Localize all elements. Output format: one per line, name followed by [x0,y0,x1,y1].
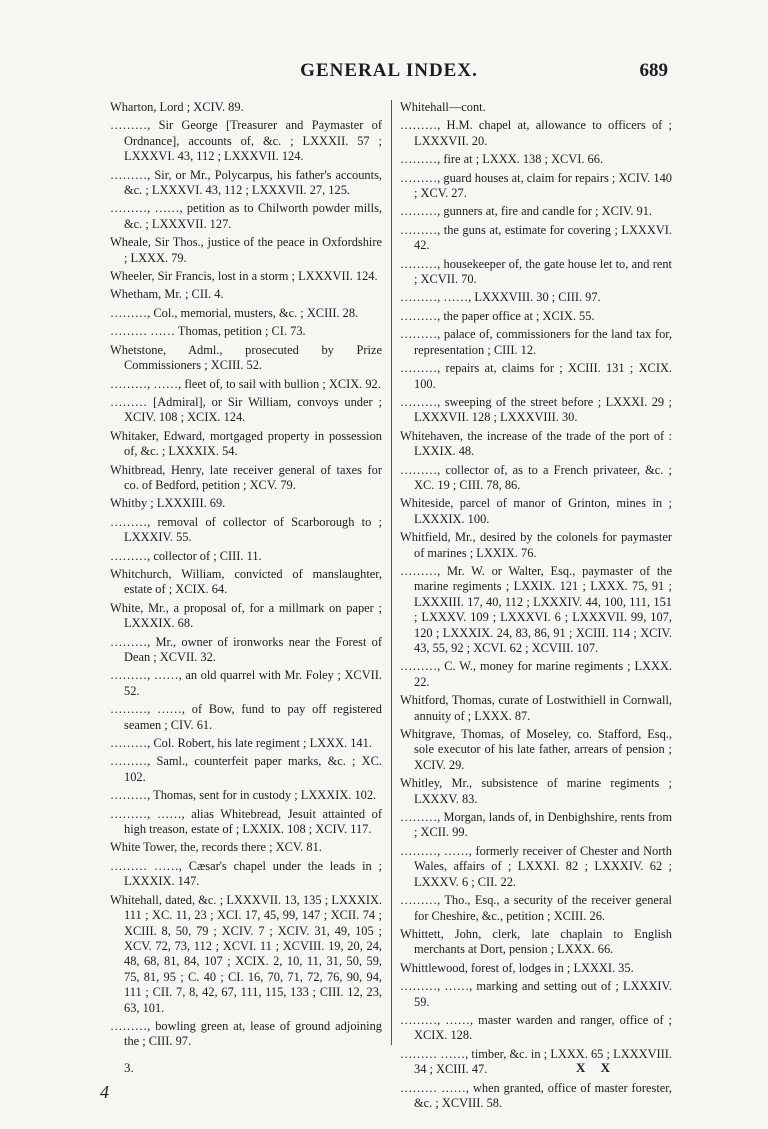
index-entry: ………, ……, master warden and ranger, office of ; XCIX. 128. [400,1012,672,1043]
index-entry: ………, ……, fleet of, to sail with bullion ; XCIX. 92. [110,376,381,391]
index-entry: ………, Col., memorial, musters, &c. ; XCIII. 28. [110,305,359,320]
index-entry: Wharton, Lord ; XCIV. 89. [110,100,244,114]
index-entry: ………, ……, LXXXVIII. 30 ; CIII. 97. [400,290,601,305]
index-entry: ………, gunners at, fire and candle for ; XCIV. 91. [400,204,652,219]
index-entry: ………, fire at ; LXXX. 138 ; XCVI. 66. [400,152,604,167]
index-entry: ………, C. W., money for marine regiments ; LXXX. 22. [400,659,672,689]
right-column [400,100,672,1114]
index-entry: ………, Sir George [Treasurer and Paymaster of Ordnance], accounts of, &c. ; LXXXII. 57 ; LXXXVI. 43, 112 ; LXXXVII. 124. [110,118,382,164]
index-entry: Whitfield, Mr., desired by the colonels for paymaster of marines ; LXXIX. 76. [400,530,672,560]
index-entry: ………, the guns at, estimate for covering ; LXXXVI. 42. [400,222,672,253]
index-entry: ………, Sir, or Mr., Polycarpus, his father's accounts, &c. ; LXXXVI. 43, 112 ; LXXXVII. 27, 125. [110,167,382,198]
index-entry: White, Mr., a proposal of, for a millmark on paper ; LXXXIX. 68. [110,600,382,631]
index-entry: ………, removal of collector of Scarborough to ; LXXXIV. 55. [110,514,382,545]
page-header [110,60,668,86]
index-entry: ………, Col. Robert, his late regiment ; LXXX. 141. [110,736,372,751]
index-entry: ……… …… Thomas, petition ; CI. 73. [110,324,306,339]
page-number: 689 [639,60,668,81]
signature-mark: 3. [124,1060,134,1075]
index-entry: Whitchurch, William, convicted of manslaughter, estate of ; XCIX. 64. [110,566,382,597]
index-columns [110,100,672,1110]
index-entry: Whitehall—cont. [400,100,486,114]
index-entry: ………, collector of ; CIII. 11. [110,548,262,563]
handwritten-mark: 4 [100,1082,109,1102]
catchword: X X [576,1060,617,1075]
index-entry: Whetham, Mr. ; CII. 4. [110,287,224,302]
index-entry: ………, Morgan, lands of, in Denbighshire, rents from ; XCII. 99. [400,810,672,840]
index-entry: Whetstone, Adml., prosecuted by Prize Commissioners ; XCIII. 52. [110,342,382,373]
index-entry: Whitehaven, the increase of the trade of the port of : LXXIX. 48. [400,428,672,459]
index-entry: ……… ……, when granted, office of master forester, &c. ; XCVIII. 58. [400,1080,672,1110]
index-entry: ……… ……, Cæsar's chapel under the leads in ; LXXXIX. 147. [110,858,382,889]
index-entry: ………, collector of, as to a French privateer, &c. ; XC. 19 ; CIII. 78, 86. [400,462,672,492]
index-entry: ………, H.M. chapel at, allowance to officers of ; LXXXVII. 20. [400,118,672,148]
index-entry: ………, bowling green at, lease of ground adjoining the ; CIII. 97. [110,1018,382,1049]
index-entry: Wheale, Sir Thos., justice of the peace in Oxfordshire ; LXXX. 79. [110,235,382,265]
index-entry: ………, housekeeper of, the gate house let to, and rent ; XCVII. 70. [400,256,672,287]
index-entry: ………, Thomas, sent for in custody ; LXXXIX. 102. [110,788,377,803]
index-entry: Whitley, Mr., subsistence of marine regiments ; LXXXV. 83. [400,776,672,806]
index-entry: Whitby ; LXXXIII. 69. [110,496,226,511]
index-entry: ………, repairs at, claims for ; XCIII. 131 ; XCIX. 100. [400,361,672,391]
index-entry: ……… [Admiral], or Sir William, convoys under ; XCIV. 108 ; XCIX. 124. [110,394,382,425]
index-entry: Whitgrave, Thomas, of Moseley, co. Stafford, Esq., sole executor of his late father, arrears of pension ; XCIV. 29. [400,727,672,772]
index-entry: Whitford, Thomas, curate of Lostwithiell in Cornwall, annuity of ; LXXX. 87. [400,693,672,723]
index-entry: Whitaker, Edward, mortgaged property in possession of, &c. ; LXXXIX. 54. [110,428,382,459]
index-entry: ………, Mr. W. or Walter, Esq., paymaster of the marine regiments ; LXXIX. 121 ; LXXX. 75, 91 ; LXXXIII. 17, 40, 112 ; LXXXIV. 44, 100, 111, 151 ; LXXXV. 109 ; LXXXVI. 6 ; LXXXVII. 99, 107, 120 ; LXXXIX. 24, 83, 86, 91 ; XCIII. 114 ; XCIV. 43, 55, 92 ; XCVI. 62 ; XCVIII. 107. [400,563,672,655]
index-entry: ………, the paper office at ; XCIX. 55. [400,308,595,323]
index-entry: ……… ……, timber, &c. in ; LXXX. 65 ; LXXXVIII. 34 ; XCIII. 47. [400,1046,672,1077]
index-entry: Wheeler, Sir Francis, lost in a storm ; LXXXVII. 124. [110,269,378,284]
index-entry: ………, guard houses at, claim for repairs ; XCIV. 140 ; XCV. 27. [400,170,672,201]
index-entry: ………, ……, marking and setting out of ; LXXXIV. 59. [400,979,672,1009]
index-entry: ………, palace of, commissioners for the land tax for, representation ; CIII. 12. [400,327,672,357]
index-entry: ………, ……, an old quarrel with Mr. Foley ; XCVII. 52. [110,668,382,698]
index-entry: ………, ……, formerly receiver of Chester and North Wales, affairs of ; LXXXI. 82 ; LXXXIV. 62 ; LXXXV. 6 ; CII. 22. [400,843,672,889]
page-title: GENERAL INDEX. [300,60,478,81]
left-column [110,100,382,1053]
index-entry: Whittett, John, clerk, late chaplain to English merchants at Dort, pension ; LXXX. 66. [400,926,672,957]
index-entry: ………, ……, petition as to Chilworth powder mills, &c. ; LXXXVII. 127. [110,201,382,231]
index-entry: ………, Mr., owner of ironworks near the Forest of Dean ; XCVII. 32. [110,634,382,664]
index-entry: Whittlewood, forest of, lodges in ; LXXXI. 35. [400,960,634,975]
index-entry: White Tower, the, records there ; XCV. 81. [110,840,322,855]
index-entry: ………, sweeping of the street before ; LXXXI. 29 ; LXXXVII. 128 ; LXXXVIII. 30. [400,394,672,425]
index-entry: Whiteside, parcel of manor of Grinton, mines in ; LXXXIX. 100. [400,496,672,526]
index-entry: ………, Tho., Esq., a security of the receiver general for Cheshire, &c., petition ; XCIII. 26. [400,893,672,923]
index-entry: ………, Saml., counterfeit paper marks, &c. ; XC. 102. [110,754,382,784]
index-entry: ………, ……, alias Whitebread, Jesuit attainted of high treason, estate of ; LXXIX. 108 ; XCIV. 117. [110,806,382,837]
column-divider [391,100,392,1045]
index-entry: Whitehall, dated, &c. ; LXXXVII. 13, 135 ; LXXXIX. 111 ; XC. 11, 23 ; XCI. 17, 45, 99, 147 ; XCII. 74 ; XCIII. 8, 50, 79 ; XCIV. 7 ; XCIV. 31, 49, 105 ; XCV. 72, 73, 112 ; XCVI. 11 ; XCVIII. 19, 20, 24, 48, 68, 81, 84, 107 ; XCIX. 2, 10, 11, 31, 50, 59, 75, 81, 95 ; C. 40 ; CI. 16, 70, 71, 72, 76, 90, 94, 111 ; CII. 7, 8, 42, 67, 111, 115, 133 ; CIII. 12, 23, 63, 101. [110,892,382,1015]
index-entry: ………, ……, of Bow, fund to pay off registered seamen ; CIV. 61. [110,702,382,732]
index-entry: Whitbread, Henry, late receiver general of taxes for co. of Bedford, petition ; XCV. 79. [110,462,382,492]
